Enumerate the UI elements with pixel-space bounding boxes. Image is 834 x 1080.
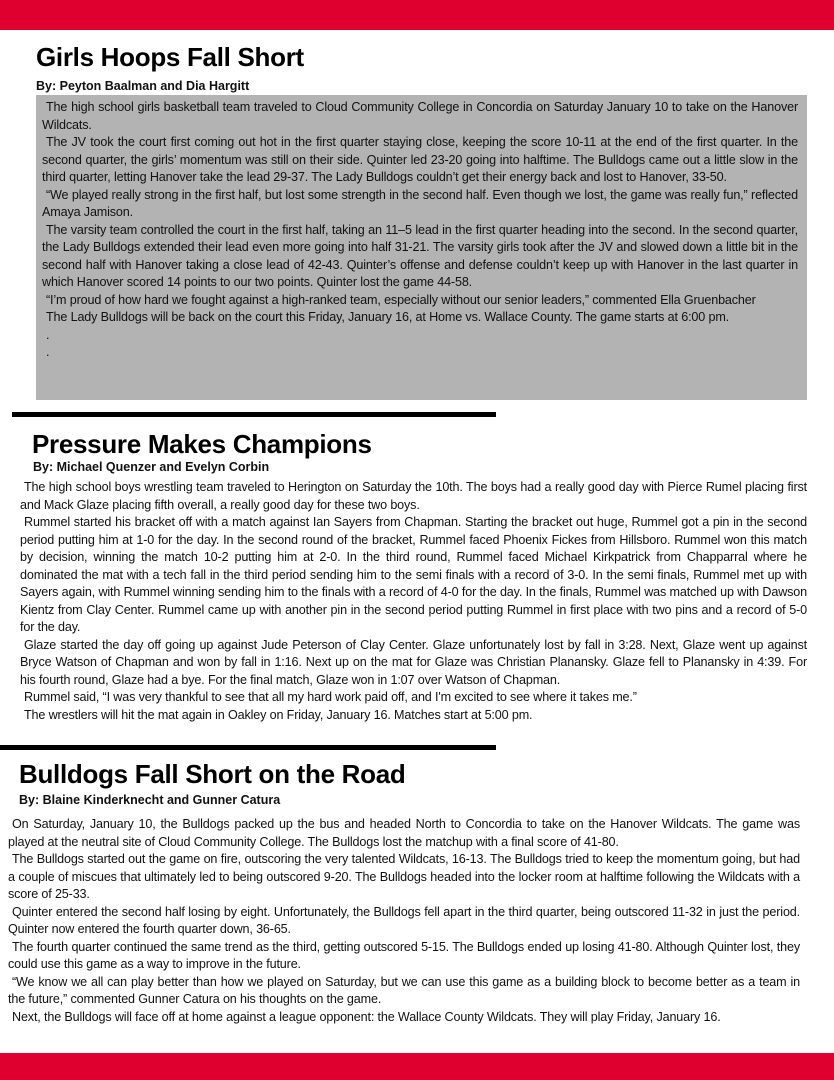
article-byline: By: Peyton Baalman and Dia Hargitt [36,79,250,93]
article-body-girls-hoops [42,99,798,362]
article-paragraph: Next, the Bulldogs will face off at home against a league opponent: the Wallace County Wildcats. They will play Friday, January 16. [12,1009,721,1024]
article-title-pressure-makes-champions: Pressure Makes Champions [32,429,372,459]
article-byline: By: Michael Quenzer and Evelyn Corbin [33,460,270,474]
article-paragraph: Rummel said, “I was very thankful to see that all my hard work paid off, and I'm excited to see where it takes me.” [24,690,637,704]
article-paragraph: Rummel started his bracket off with a match against Ian Sayers from Chapman. Starting the bracket out huge, Rummel got a pin in the second period putting him at 1-0 for the day. In the second round of the bracket, Rummel faced Phoenix Fickes from Hillsboro. Rummel won this match by decision, winning the match 10-2 putting him at 2-0. In the third round, Rummel faced Michael Kirkpatrick from Chapparral where he dominated the mat with a tech fall in the third period sending him to the semi finals with a record of 3-0. In the semi finals, Rummel met up with Sayers again, with Rummel winning sending him to the finals with a record of 4-0 for the day. In the finals, Rummel was matched up with Dawson Kientz from Clay Center. Rummel came up with another pin in the second period putting Rummel in first place with two pins and a record of 5-0 for the day. [20,515,807,634]
article-paragraph: The high school girls basketball team traveled to Cloud Community College in Concordia on Saturday January 10 to take on the Hanover Wildcats. [42,100,798,132]
bottom-red-band [0,1053,834,1080]
article-paragraph: . [46,327,50,342]
article-paragraph: . [46,345,50,359]
article-paragraph: The wrestlers will hit the mat again in Oakley on Friday, January 16. Matches start at 5:00 pm. [24,707,533,722]
article-paragraph: Glaze started the day off going up against Jude Peterson of Clay Center. Glaze unfortunately lost by fall in 3:28. Next, Glaze went up against Bryce Watson of Chapman and won by fall in 1:16. Next up on the mat for Glaze was Christian Planansky. Glaze fell to Planansky in 4:39. For his fourth round, Glaze had a bye. For the final match, Glaze won in 1:07 over Watson of Chapman. [20,637,807,687]
article-paragraph: The high school boys wrestling team traveled to Herington on Saturday the 10th. The boys had a really good day with Pierce Rumel placing first and Mack Glaze placing fifth overall, a really good day for these two boys. [20,480,807,512]
article-paragraph: “We know we all can play better than how we played on Saturday, but we can use this game as a building block to become better as a team in the future,” commented Gunner Catura on his thoughts on the game. [8,974,800,1006]
article-paragraph: The fourth quarter continued the same trend as the third, getting outscored 5-15. The Bulldogs ended up losing 41-80. Although Quinter lost, they could use this game as a way to improve in the future. [8,939,800,971]
article-paragraph: Quinter entered the second half losing by eight. Unfortunately, the Bulldogs fell apart in the third quarter, being outscored 11-32 in just the period. Quinter now entered the fourth quarter down, 36-65. [8,904,800,936]
article-paragraph: The JV took the court first coming out hot in the first quarter staying close, keeping the score 10-11 at the end of the first quarter. In the second quarter, the girls’ momentum was still on their side. Quinter led 23-20 going into halftime. The Bulldogs came out a little slow in the third quarter, letting Hanover take the lead 29-37. The Lady Bulldogs couldn’t get their energy back and lost to Hanover, 33-50. [42,135,798,184]
article-paragraph: The Bulldogs started out the game on fire, outscoring the very talented Wildcats, 16-13. The Bulldogs tried to keep the momentum going, but had a couple of miscues that ultimately led to being outscored 9-20. The Bulldogs headed into the locker room at halftime following the Wildcats with a score of 25-33. [8,852,800,901]
article-paragraph: “We played really strong in the first half, but lost some strength in the second half. Even though we lost, the game was really fun,” reflected Amaya Jamison. [42,187,798,219]
article-title-girls-hoops: Girls Hoops Fall Short [36,42,304,72]
section-divider [12,412,496,417]
article-paragraph: The varsity team controlled the court in the first half, taking an 11–5 lead in the first quarter heading into the second. In the second quarter, the Lady Bulldogs extended their lead even more going into half 31-21. The varsity girls took after the JV and slowed down a little bit in the second half with Hanover taking a close lead of 42-43. Quinter’s offense and defense couldn’t keep up with Hanover in the last quarter in which Hanover scored 14 points to our two points. Quinter lost the game 44-58. [42,222,798,289]
section-divider [0,745,496,750]
article-paragraph: On Saturday, January 10, the Bulldogs packed up the bus and headed North to Concordia to take on the Hanover Wildcats. The game was played at the neutral site of Cloud Community College. The Bulldogs lost the matchup with a final score of 41-80. [8,817,800,849]
article-title-bulldogs-fall-short: Bulldogs Fall Short on the Road [19,759,406,789]
article-paragraph: “I’m proud of how hard we fought against a high-ranked team, especially without our senior leaders,” commented Ella Gruenbacher [46,292,756,307]
article-paragraph: The Lady Bulldogs will be back on the court this Friday, January 16, at Home vs. Wallace County. The game starts at 6:00 pm. [46,310,730,324]
article-body-wrestling [20,479,807,724]
article-byline: By: Blaine Kinderknecht and Gunner Catura [19,793,281,807]
top-red-band [0,0,834,30]
article-body-boys-basketball [8,816,800,1026]
